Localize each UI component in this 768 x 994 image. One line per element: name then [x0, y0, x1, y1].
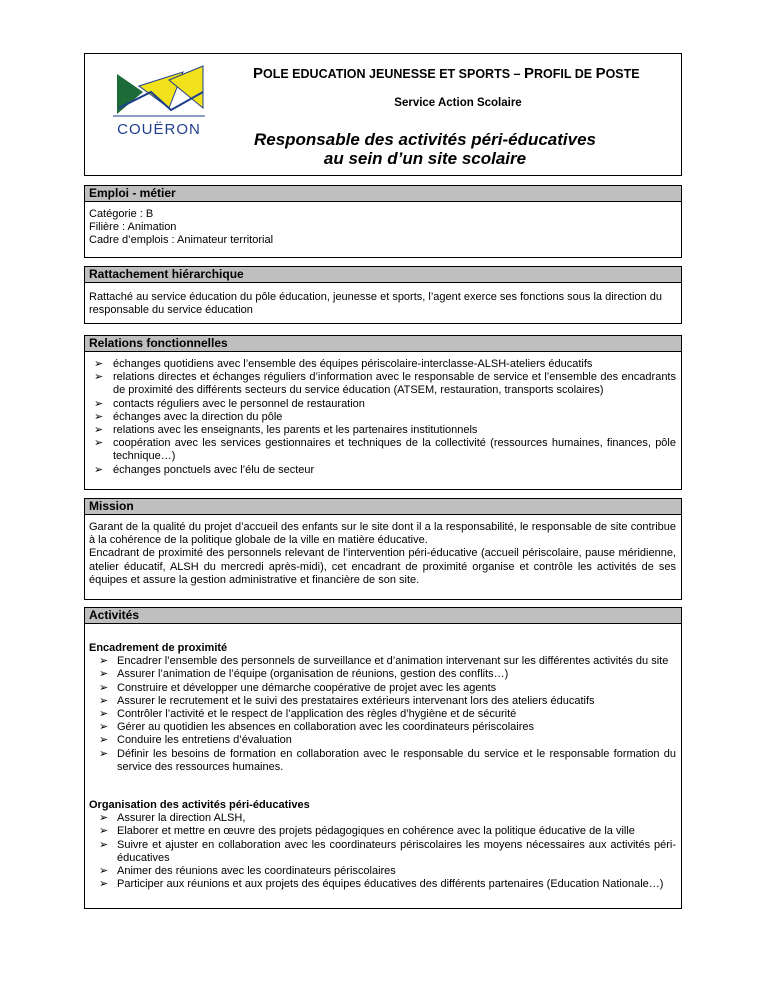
arrow-bullet-icon: ➢	[99, 655, 109, 668]
arrow-bullet-icon: ➢	[94, 358, 104, 370]
section-title: Mission	[85, 499, 681, 515]
list-item: ➢ Suivre et ajuster en collaboration avec les coordinateurs périscolaires les moyens nécessaires aux activités péri-éducatives	[99, 838, 676, 864]
arrow-bullet-icon: ➢	[99, 878, 109, 891]
arrow-bullet-icon: ➢	[99, 681, 109, 694]
header-box	[84, 53, 682, 176]
service-name: Service Action Scolaire	[394, 97, 522, 109]
job-title-line-1: Responsable des activités péri-éducatives	[253, 130, 597, 149]
arrow-bullet-icon: ➢	[99, 812, 109, 825]
list-item: ➢ Contrôler l’activité et le respect de l’application des règles d’hygiène et de sécurité	[99, 708, 517, 721]
arrow-bullet-icon: ➢	[99, 708, 109, 721]
section-emploi	[84, 185, 682, 258]
arrow-bullet-icon: ➢	[99, 865, 109, 878]
section-title: Rattachement hiérarchique	[85, 267, 681, 283]
list-item: ➢ échanges avec la direction du pôle	[94, 410, 283, 423]
activites-group-1-list	[89, 655, 676, 774]
section-title: Activités	[85, 608, 681, 624]
arrow-bullet-icon: ➢	[94, 463, 104, 476]
coueron-logo-mark	[99, 64, 217, 142]
activites-group-2-list	[89, 812, 676, 891]
mission-paragraph-2: Encadrant de proximité des personnels relevant de l’intervention péri-éducative (accueil périscolaire, pause méridienne, atelier éducatif, ALSH du mercredi après-midi), cet encadrant de proximité organise et contrôle les activités de ses équipes et assure la gestion administrative et financière de son site.	[89, 547, 676, 586]
arrow-bullet-icon: ➢	[99, 825, 109, 838]
list-item: ➢ contacts réguliers avec le personnel de restauration	[94, 397, 365, 410]
list-item: ➢ Participer aux réunions et aux projets des équipes éducatives des différents partenaires (Education Nationale…)	[99, 878, 664, 891]
emploi-cadre: Cadre d’emplois : Animateur territorial	[89, 234, 274, 247]
arrow-bullet-icon: ➢	[99, 721, 109, 734]
list-item: ➢ relations directes et échanges réguliers d’information avec le responsable de service et l’ensemble des encadrants de proximité des différents secteurs du service éducation (ATSEM, restauration, transports scolaires)	[94, 371, 676, 397]
list-item: ➢ coopération avec les services gestionnaires et techniques de la collectivité (ressources humaines, finances, pôle technique…)	[94, 437, 676, 463]
arrow-bullet-icon: ➢	[99, 694, 109, 707]
list-item: ➢ Conduire les entretiens d’évaluation	[99, 734, 292, 747]
arrow-bullet-icon: ➢	[99, 734, 109, 747]
rattachement-text: Rattaché au service éducation du pôle éducation, jeunesse et sports, l’agent exerce ses fonctions sous la direction du responsable du service éducation	[89, 291, 662, 317]
activites-group-1-title: Encadrement de proximité	[89, 642, 228, 654]
list-item: ➢ relations avec les enseignants, les parents et les partenaires institutionnels	[94, 424, 478, 437]
arrow-bullet-icon: ➢	[99, 668, 109, 681]
arrow-bullet-icon: ➢	[94, 397, 104, 410]
list-item: ➢ échanges quotidiens avec l’ensemble des équipes périscolaire-interclasse-ALSH-ateliers éducatifs	[94, 358, 593, 370]
list-item: ➢ Animer des réunions avec les coordinateurs périscolaires	[99, 865, 396, 878]
list-item: ➢ Définir les besoins de formation en collaboration avec le responsable du service et le responsable formation du service des ressources humaines.	[99, 747, 676, 773]
list-item: ➢ Encadrer l’ensemble des personnels de surveillance et d’animation intervenant sur les différentes activités du site	[99, 655, 669, 668]
relations-list	[89, 358, 676, 477]
arrow-bullet-icon: ➢	[99, 838, 109, 851]
section-title: Relations fonctionnelles	[85, 336, 681, 352]
svg-text:COUËRON: COUËRON	[117, 121, 201, 138]
arrow-bullet-icon: ➢	[94, 410, 104, 423]
job-title-line-2: au sein d’un site scolaire	[323, 149, 527, 168]
arrow-bullet-icon: ➢	[94, 437, 104, 450]
list-item: ➢ Gérer au quotidien les absences en collaboration avec les coordinateurs périscolaires	[99, 721, 535, 734]
arrow-bullet-icon: ➢	[94, 371, 104, 384]
list-item: ➢ Elaborer et mettre en œuvre des projets pédagogiques en cohérence avec la politique éducative de la ville	[99, 825, 635, 838]
list-item: ➢ échanges ponctuels avec l’élu de secteur	[94, 463, 315, 476]
list-item: ➢ Assurer le recrutement et le suivi des prestataires extérieurs intervenant lors des ateliers éducatifs	[99, 694, 595, 707]
section-rattachement	[84, 266, 682, 324]
pole-title: POLE EDUCATION JEUNESSE ET SPORTS – PROFIL DE POSTE	[253, 65, 640, 82]
section-activites	[84, 607, 682, 909]
coueron-logo	[99, 64, 217, 142]
list-item: ➢ Assurer la direction ALSH,	[99, 812, 246, 825]
arrow-bullet-icon: ➢	[94, 424, 104, 437]
activites-group-2-title: Organisation des activités péri-éducatives	[89, 799, 310, 812]
list-item: ➢ Construire et développer une démarche coopérative de projet avec les agents	[99, 681, 497, 694]
section-relations	[84, 335, 682, 490]
section-mission	[84, 498, 682, 600]
emploi-categorie: Catégorie : B	[89, 208, 154, 220]
arrow-bullet-icon: ➢	[99, 747, 109, 760]
job-title	[215, 130, 635, 168]
section-title: Emploi - métier	[85, 186, 681, 202]
mission-paragraph-1: Garant de la qualité du projet d’accueil des enfants sur le site dont il a la responsabilité, le responsable de site contribue à la cohérence de la politique globale de la ville en matière éducative.	[89, 521, 676, 547]
emploi-filiere: Filière : Animation	[89, 221, 177, 234]
list-item: ➢ Assurer l’animation de l’équipe (organisation de réunions, gestion des conflits…)	[99, 668, 509, 681]
